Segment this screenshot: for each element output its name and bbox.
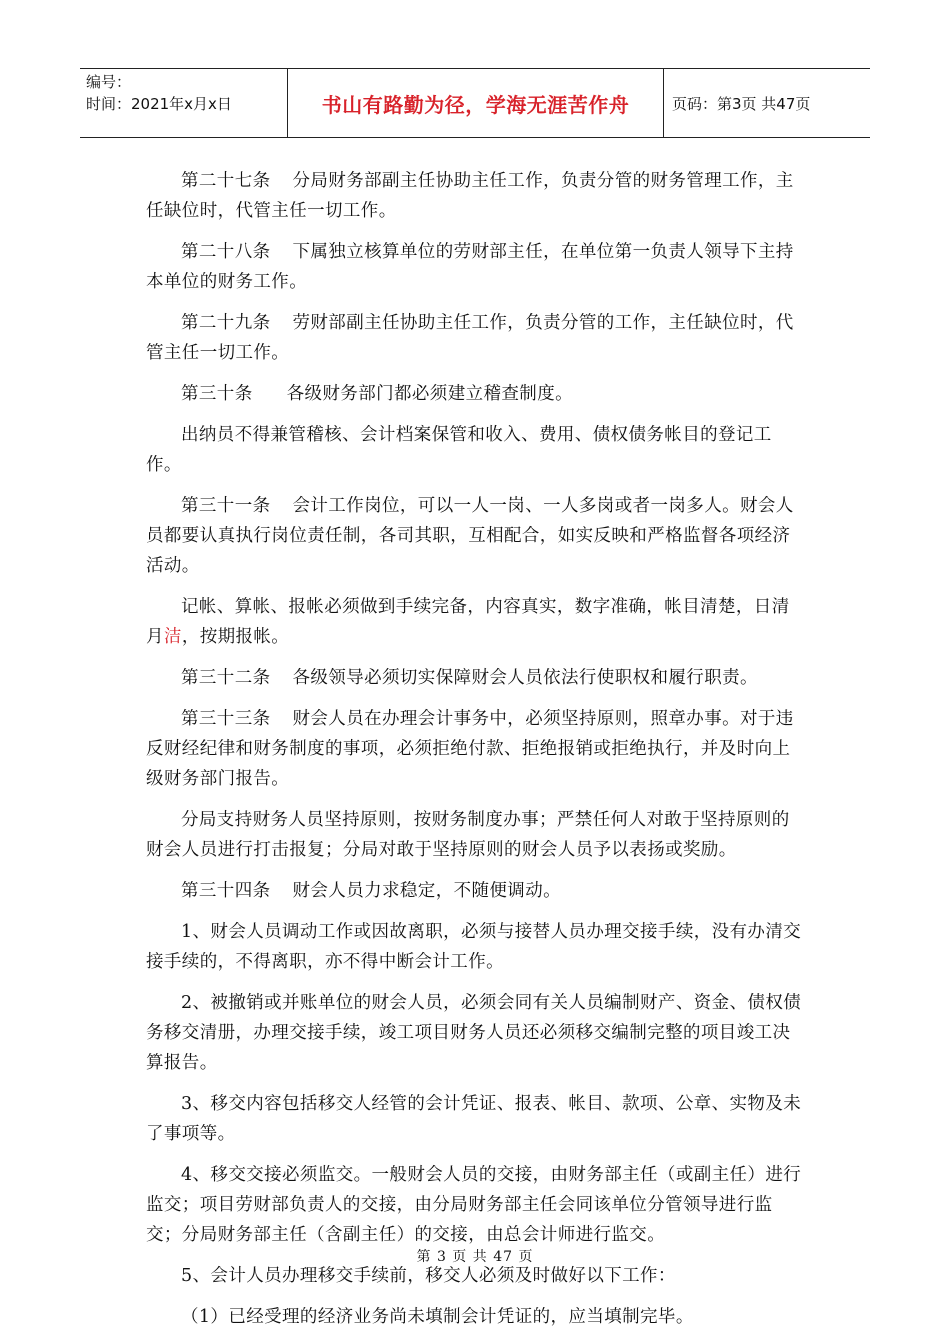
paragraph-article-31 xyxy=(146,491,806,581)
paragraph-item-5: 5、会计人员办理移交手续前，移交人必须及时做好以下工作： xyxy=(181,1266,676,1286)
article-text: 各级财务部门都必须建立稽查制度。 xyxy=(286,384,574,404)
article-head: 第三十四条 xyxy=(181,881,271,901)
header-left-cell xyxy=(80,69,288,137)
article-text: 分局财务部副主任协助主任工作，负责分管的财务管理工作，主任缺位时，代管主任一切工作。 xyxy=(146,171,794,221)
paragraph-item-5-1: （1）已经受理的经济业务尚未填制会计凭证的，应当填制完毕。 xyxy=(181,1307,694,1327)
paragraph-cashier: 出纳员不得兼管稽核、会计档案保管和收入、费用、债权债务帐目的登记工作。 xyxy=(146,425,772,475)
page-info: 页码：第3页 共47页 xyxy=(672,94,811,113)
body-text xyxy=(146,166,806,1343)
article-text: 会计工作岗位，可以一人一岗、一人多岗或者一岗多人。财会人员都要认真执行岗位责任制，各司其职，互相配合，如实反映和严格监督各项经济活动。 xyxy=(146,496,794,576)
paragraph-item-2: 2、被撤销或并账单位的财会人员，必须会同有关人员编制财产、资金、债权债务移交清册，办理交接手续，竣工项目财务人员还必须移交编制完整的项目竣工决算报告。 xyxy=(146,993,802,1073)
header-table xyxy=(80,68,870,138)
paragraph-support: 分局支持财务人员坚持原则，按财务制度办事；严禁任何人对敢于坚持原则的财会人员进行打击报复；分局对敢于坚持原则的财会人员予以表扬或奖励。 xyxy=(146,810,790,860)
article-text: 各级领导必须切实保障财会人员依法行使职权和履行职责。 xyxy=(292,668,758,688)
paragraph-item-3: 3、移交内容包括移交人经管的会计凭证、报表、帐目、款项、公章、实物及未了事项等。 xyxy=(146,1094,802,1144)
article-head: 第三十二条 xyxy=(181,668,271,688)
article-text: 财会人员在办理会计事务中，必须坚持原则，照章办事。对于违反财经纪律和财务制度的事项，必须拒绝付款、拒绝报销或拒绝执行，并及时向上级财务部门报告。 xyxy=(146,709,794,789)
paragraph-item-1: 1、财会人员调动工作或因故离职，必须与接替人员办理交接手续，没有办清交接手续的，不得离职，亦不得中断会计工作。 xyxy=(146,922,802,972)
paragraph-article-28 xyxy=(146,237,806,297)
article-text: 下属独立核算单位的劳财部主任，在单位第一负责人领导下主持本单位的财务工作。 xyxy=(146,242,794,292)
article-head: 第二十九条 xyxy=(181,313,271,333)
paragraph-article-34 xyxy=(146,876,806,906)
article-head: 第三十三条 xyxy=(181,709,271,729)
paragraph-article-27 xyxy=(146,166,806,226)
number-label: 编号： xyxy=(86,73,132,91)
paragraph-item-4: 4、移交交接必须监交。一般财会人员的交接，由财务部主任（或副主任）进行监交；项目劳财部负责人的交接，由分局财务部主任会同该单位分管领导进行监交；分局财务部主任（含副主任）的交接，由总会计师进行监交。 xyxy=(146,1165,802,1245)
page-footer: 第 3 页 共 47 页 xyxy=(416,1249,534,1265)
article-head: 第二十七条 xyxy=(181,171,271,191)
paragraph-article-29 xyxy=(146,308,806,368)
article-head: 第二十八条 xyxy=(181,242,271,262)
paragraph-article-30 xyxy=(146,379,806,409)
article-head: 第三十一条 xyxy=(181,496,271,516)
paragraph-bookkeeping xyxy=(146,592,806,652)
date-label: 时间：2021年x月x日 xyxy=(86,95,232,113)
paragraph-article-32 xyxy=(146,663,806,693)
article-text: 财会人员力求稳定，不随便调动。 xyxy=(292,881,561,901)
paragraph-text-b: ，按期报帐。 xyxy=(181,627,290,647)
highlighted-char: 洁 xyxy=(163,627,182,647)
article-head: 第三十条 xyxy=(181,384,253,404)
paragraph-article-33 xyxy=(146,704,806,794)
paragraph-text-a: 记帐、算帐、报帐必须做到手续完备，内容真实，数字准确，帐目清楚，日清月 xyxy=(146,597,790,647)
article-text: 劳财部副主任协助主任工作，负责分管的工作，主任缺位时，代管主任一切工作。 xyxy=(146,313,794,363)
motto: 书山有路勤为径，学海无涯苦作舟 xyxy=(288,69,664,137)
